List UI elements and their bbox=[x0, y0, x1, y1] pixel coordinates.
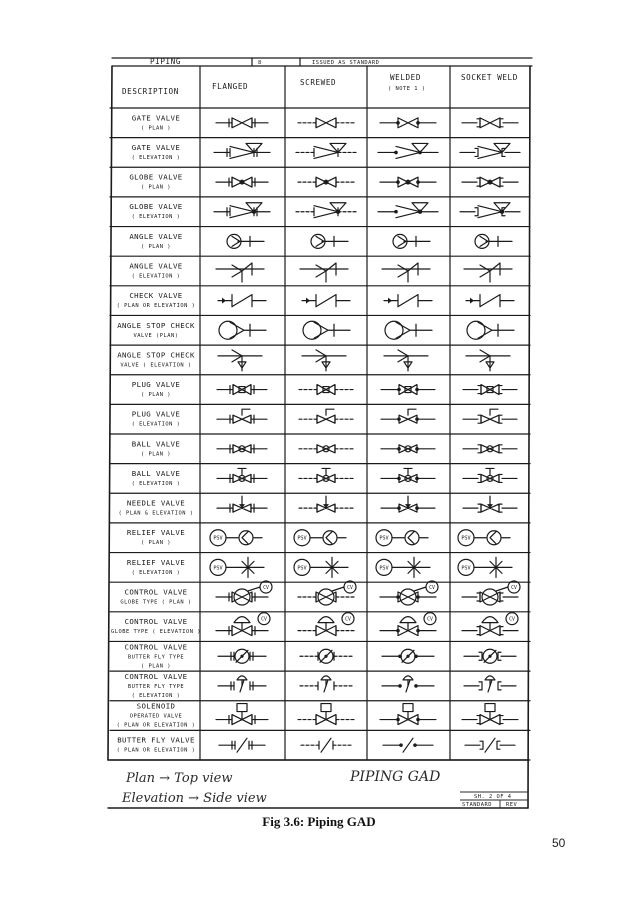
row-description-line1: ANGLE VALVE bbox=[129, 261, 183, 271]
symbol-row bbox=[110, 496, 530, 523]
valve-symbol-flanged bbox=[217, 409, 267, 423]
row-description-line3: ( ELEVATION ) bbox=[131, 692, 181, 699]
row-description-line1: BUTTER FLY VALVE bbox=[117, 735, 195, 745]
valve-symbol-welded bbox=[378, 203, 438, 218]
symbol-row bbox=[110, 262, 530, 286]
row-description-line2: BUTTER FLY TYPE bbox=[127, 654, 185, 661]
page-number: 50 bbox=[552, 836, 566, 850]
valve-symbol-socket-weld bbox=[462, 118, 518, 128]
notes-block bbox=[108, 760, 528, 808]
row-description-line2: ( ELEVATION ) bbox=[131, 480, 181, 487]
valve-symbol-screwed bbox=[300, 263, 348, 282]
row-description-line1: RELIEF VALVE bbox=[126, 528, 186, 538]
valve-symbol-welded bbox=[380, 613, 436, 636]
valve-symbol-flanged bbox=[218, 676, 266, 692]
valve-symbol-welded bbox=[380, 118, 436, 128]
svg-text:CV: CV bbox=[261, 617, 267, 623]
valve-symbol-flanged bbox=[218, 350, 262, 371]
valve-symbol-socket-weld bbox=[465, 738, 515, 752]
valve-symbol-screwed bbox=[301, 738, 351, 752]
valve-symbol-flanged bbox=[217, 468, 267, 482]
symbol-row bbox=[110, 581, 530, 612]
row-description-line1: PLUG VALVE bbox=[131, 409, 181, 419]
symbol-row bbox=[110, 439, 530, 463]
issue-note: ISSUED AS STANDARD bbox=[312, 60, 380, 66]
row-description-line2: ( PLAN ) bbox=[141, 243, 171, 250]
symbol-row bbox=[110, 528, 530, 552]
valve-symbol-socket-weld bbox=[464, 676, 516, 692]
valve-symbol-screwed bbox=[302, 295, 350, 307]
sheet-title: PIPING bbox=[150, 57, 182, 66]
valve-symbol-welded bbox=[393, 234, 430, 248]
valve-symbol-socket-weld bbox=[463, 468, 517, 482]
row-description-line2: ( PLAN OR ELEVATION ) bbox=[116, 747, 196, 754]
valve-symbol-screwed bbox=[300, 676, 352, 692]
valve-symbol-socket-weld bbox=[466, 350, 510, 371]
valve-symbol-screwed bbox=[300, 649, 352, 663]
valve-symbol-socket-weld bbox=[460, 203, 520, 218]
row-description-line2: ( PLAN OR ELEVATION ) bbox=[116, 303, 196, 310]
symbol-row bbox=[110, 202, 530, 226]
svg-text:PSV: PSV bbox=[379, 565, 389, 572]
row-description-line1: PLUG VALVE bbox=[131, 380, 181, 390]
column-headers bbox=[122, 73, 518, 96]
row-description-line1: SOLENOID bbox=[136, 701, 176, 711]
valve-symbol-flanged bbox=[216, 704, 268, 725]
row-description-line2: ( PLAN ) bbox=[141, 392, 171, 399]
welded-note: ( NOTE 1 ) bbox=[388, 86, 426, 92]
row-description-line2: ( ELEVATION ) bbox=[131, 569, 181, 576]
valve-symbol-flanged bbox=[216, 613, 270, 636]
valve-symbol-welded bbox=[381, 409, 435, 423]
valve-symbol-socket-weld bbox=[464, 263, 512, 282]
valve-symbol-flanged bbox=[217, 445, 267, 453]
valve-symbol-flanged bbox=[216, 118, 268, 128]
valve-symbol-screwed bbox=[299, 445, 353, 453]
valve-symbol-screwed bbox=[294, 530, 346, 546]
row-description-line2: ( PLAN ) bbox=[141, 451, 171, 458]
row-description-line1: CONTROL VALVE bbox=[124, 587, 188, 597]
row-description-line3: ( PLAN OR ELEVATION ) bbox=[116, 722, 196, 729]
valve-symbol-socket-weld bbox=[463, 445, 517, 453]
valve-symbol-socket-weld bbox=[463, 409, 517, 423]
valve-symbol-flanged bbox=[214, 203, 270, 218]
symbol-row bbox=[110, 702, 530, 731]
row-description-line1: NEEDLE VALVE bbox=[126, 498, 186, 508]
valve-symbol-flanged bbox=[210, 557, 264, 577]
svg-text:CV: CV bbox=[429, 586, 435, 591]
valve-symbol-socket-weld bbox=[462, 581, 520, 605]
row-description-line1: GATE VALVE bbox=[131, 113, 181, 123]
valve-symbol-flanged bbox=[216, 263, 264, 282]
symbol-row bbox=[110, 143, 530, 167]
svg-text:CV: CV bbox=[347, 586, 353, 591]
svg-text:CV: CV bbox=[509, 617, 515, 623]
valve-symbol-screwed bbox=[311, 234, 348, 248]
valve-symbol-screwed bbox=[303, 321, 350, 339]
hand-title: PIPING GAD bbox=[350, 769, 441, 785]
row-description-line1: ANGLE STOP CHECK bbox=[117, 320, 195, 330]
valve-symbol-welded bbox=[381, 445, 435, 453]
header-welded: WELDED bbox=[390, 73, 422, 82]
row-description-line1: BALL VALVE bbox=[131, 439, 181, 449]
row-description-line2: ( ELEVATION ) bbox=[131, 154, 181, 161]
valve-symbol-socket-weld bbox=[458, 557, 512, 577]
symbol-row bbox=[110, 321, 530, 345]
row-description-line2: ( PLAN ) bbox=[141, 125, 171, 132]
svg-text:CV: CV bbox=[345, 617, 351, 623]
valve-symbol-socket-weld bbox=[460, 143, 520, 158]
valve-symbol-screwed bbox=[299, 468, 353, 482]
valve-symbol-welded bbox=[376, 557, 430, 577]
symbol-row bbox=[110, 613, 530, 642]
valve-symbol-socket-weld bbox=[462, 177, 518, 187]
title-strip bbox=[112, 57, 532, 66]
svg-text:PSV: PSV bbox=[461, 535, 471, 542]
row-description-line2: ( ELEVATION ) bbox=[131, 214, 181, 221]
valve-symbol-welded bbox=[380, 177, 436, 187]
valve-symbol-screwed bbox=[298, 118, 354, 128]
svg-text:PSV: PSV bbox=[213, 535, 223, 542]
valve-symbol-socket-weld bbox=[462, 704, 518, 725]
valve-symbol-flanged bbox=[217, 496, 267, 512]
valve-symbol-screwed bbox=[294, 557, 348, 577]
valve-symbol-welded bbox=[384, 295, 432, 307]
header-screwed: SCREWED bbox=[300, 78, 337, 87]
valve-symbol-welded bbox=[383, 738, 433, 752]
valve-symbol-welded bbox=[378, 143, 438, 158]
rev-mark: 8 bbox=[258, 60, 262, 66]
row-description-line1: ANGLE VALVE bbox=[129, 231, 183, 241]
header-socket-weld: SOCKET WELD bbox=[461, 73, 518, 82]
valve-symbol-flanged bbox=[214, 143, 270, 158]
symbol-row bbox=[110, 350, 530, 375]
valve-symbol-flanged bbox=[217, 385, 267, 395]
symbol-row bbox=[110, 113, 530, 137]
valve-symbol-screwed bbox=[299, 385, 353, 395]
row-description-line1: RELIEF VALVE bbox=[126, 557, 186, 567]
row-description-line2: ( PLAN ) bbox=[141, 540, 171, 547]
valve-symbol-welded bbox=[380, 704, 436, 725]
row-description-line2: GLOBE TYPE ( PLAN ) bbox=[120, 599, 192, 606]
valve-symbol-flanged bbox=[219, 738, 265, 752]
valve-symbol-welded bbox=[381, 385, 435, 395]
row-description-line2: VALVE ( ELEVATION ) bbox=[120, 362, 192, 369]
valve-symbol-screwed bbox=[296, 203, 356, 218]
valve-symbol-socket-weld bbox=[475, 234, 512, 248]
svg-text:PSV: PSV bbox=[297, 535, 307, 542]
note-plan: Plan → Top view bbox=[126, 771, 233, 786]
valve-symbol-welded bbox=[380, 581, 438, 605]
symbol-row bbox=[110, 232, 530, 256]
svg-text:CV: CV bbox=[427, 617, 433, 623]
row-description-line1: CONTROL VALVE bbox=[124, 642, 188, 652]
valve-symbol-screwed bbox=[298, 704, 354, 725]
valve-symbol-welded bbox=[381, 468, 435, 482]
valve-symbol-socket-weld bbox=[466, 295, 514, 307]
row-description-line1: CONTROL VALVE bbox=[124, 617, 188, 627]
row-description-line2: GLOBE TYPE ( ELEVATION ) bbox=[111, 629, 201, 636]
valve-symbol-welded bbox=[376, 530, 428, 546]
valve-symbol-welded bbox=[381, 496, 435, 512]
valve-symbol-screwed bbox=[298, 177, 354, 187]
valve-symbol-flanged bbox=[216, 177, 268, 187]
stamp-standard: STANDARD bbox=[462, 802, 492, 808]
header-flanged: FLANGED bbox=[212, 82, 249, 91]
svg-text:CV: CV bbox=[263, 586, 269, 591]
valve-symbol-screwed bbox=[298, 581, 356, 605]
symbol-row bbox=[110, 173, 530, 197]
valve-symbol-screwed bbox=[299, 496, 353, 512]
valve-symbol-flanged bbox=[218, 649, 266, 663]
valve-symbol-socket-weld bbox=[467, 321, 514, 339]
symbol-row bbox=[110, 642, 530, 671]
header-description: DESCRIPTION bbox=[122, 87, 179, 96]
row-description-line2: ( PLAN & ELEVATION ) bbox=[118, 510, 194, 517]
valve-symbol-welded bbox=[385, 321, 432, 339]
symbol-row bbox=[110, 409, 530, 434]
symbol-row bbox=[110, 291, 530, 315]
note-elevation: Elevation → Side view bbox=[122, 791, 267, 806]
symbol-rows bbox=[110, 113, 530, 760]
row-description-line1: GLOBE VALVE bbox=[129, 202, 183, 212]
row-description-line2: BUTTER FLY TYPE bbox=[127, 683, 185, 690]
valve-symbol-socket-weld bbox=[458, 530, 510, 546]
symbol-row bbox=[110, 557, 530, 582]
valve-symbol-flanged bbox=[219, 321, 266, 339]
valve-symbol-screwed bbox=[298, 613, 354, 636]
row-description-line2: VALVE (PLAN) bbox=[133, 332, 179, 339]
symbol-row bbox=[110, 736, 530, 760]
svg-text:PSV: PSV bbox=[297, 565, 307, 572]
svg-text:PSV: PSV bbox=[461, 565, 471, 572]
valve-symbol-flanged bbox=[227, 234, 264, 248]
valve-symbol-socket-weld bbox=[463, 496, 517, 512]
row-description-line3: ( PLAN ) bbox=[141, 663, 171, 670]
valve-symbol-welded bbox=[384, 350, 428, 371]
valve-symbol-screwed bbox=[299, 409, 353, 423]
svg-text:PSV: PSV bbox=[213, 565, 223, 572]
row-description-line1: BALL VALVE bbox=[131, 468, 181, 478]
figure-caption: Fig 3.6: Piping GAD bbox=[262, 814, 376, 829]
valve-symbol-flanged bbox=[216, 581, 272, 605]
sheet-number: SH. 2 OF 4 bbox=[474, 794, 512, 800]
row-description-line1: GLOBE VALVE bbox=[129, 172, 183, 182]
row-description-line1: ANGLE STOP CHECK bbox=[117, 350, 195, 360]
stamp-rev: REV bbox=[506, 802, 518, 808]
symbol-row bbox=[110, 672, 530, 701]
valve-symbol-socket-weld bbox=[464, 649, 516, 663]
valve-symbol-flanged bbox=[210, 530, 262, 546]
symbol-row bbox=[110, 468, 530, 493]
valve-symbol-welded bbox=[382, 676, 434, 692]
valve-symbol-socket-weld bbox=[463, 385, 517, 395]
valve-symbol-welded bbox=[382, 263, 430, 282]
row-description-line2: ( ELEVATION ) bbox=[131, 421, 181, 428]
valve-symbol-flanged bbox=[218, 295, 266, 307]
row-description-line1: CONTROL VALVE bbox=[124, 671, 188, 681]
svg-text:PSV: PSV bbox=[379, 535, 389, 542]
row-description-line2: ( PLAN ) bbox=[141, 184, 171, 191]
valve-symbol-screwed bbox=[296, 143, 356, 158]
valve-symbol-welded bbox=[382, 649, 434, 663]
row-description-line1: CHECK VALVE bbox=[129, 291, 183, 301]
symbol-row bbox=[110, 380, 530, 404]
row-description-line2: OPERATED VALVE bbox=[129, 713, 183, 720]
valve-symbol-socket-weld bbox=[462, 613, 518, 636]
valve-symbol-screwed bbox=[302, 350, 346, 371]
row-description-line2: ( ELEVATION ) bbox=[131, 273, 181, 280]
row-description-line1: GATE VALVE bbox=[131, 142, 181, 152]
svg-text:CV: CV bbox=[511, 586, 517, 591]
